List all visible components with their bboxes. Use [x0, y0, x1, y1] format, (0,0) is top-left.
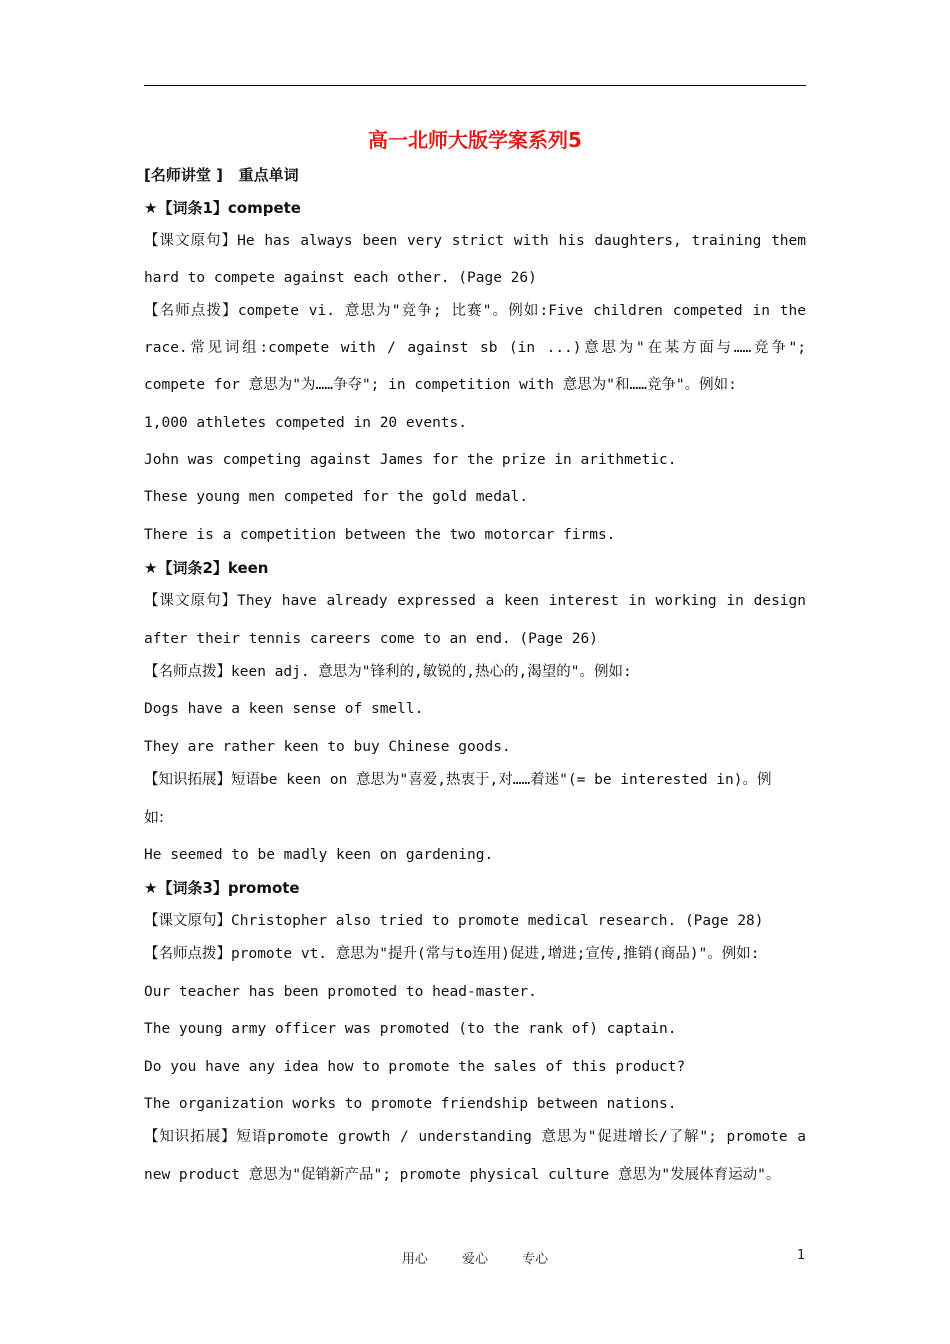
text-line: hard to compete against each other. (Page 26) — [144, 270, 537, 286]
text-line: 1,000 athletes competed in 20 events. — [144, 415, 468, 431]
text-line: John was competing against James for the prize in arithmetic. — [144, 452, 677, 468]
text-line: Do you have any idea how to promote the sales of this product? — [144, 1059, 686, 1075]
text-line: They are rather keen to buy Chinese goods. — [144, 739, 511, 755]
text-line: The young army officer was promoted (to the rank of) captain. — [144, 1021, 677, 1037]
text-line: 【知识拓展】短语promote growth / understanding 意思为"促进增长/了解"; promote a — [144, 1129, 806, 1145]
text-line: Our teacher has been promoted to head-master. — [144, 984, 537, 1000]
text-line: after their tennis careers come to an end. (Page 26) — [144, 631, 598, 647]
text-line: 如: — [144, 808, 165, 826]
text-line: 【知识拓展】短语be keen on 意思为"喜爱,热衷于,对……着迷"(= be interested in)。例 — [144, 772, 772, 788]
text-line: race.常见词组:compete with / against sb (in ...)意思为"在某方面与……竞争"; — [144, 340, 806, 356]
text-line: ★【词条3】promote — [144, 879, 300, 897]
header-rule — [144, 85, 806, 86]
text-line: These young men competed for the gold medal. — [144, 489, 529, 505]
text-line: 【课文原句】Christopher also tried to promote medical research. (Page 28) — [144, 913, 764, 929]
text-line: compete for 意思为"为……争夺"; in competition with 意思为"和……竞争"。例如: — [144, 377, 737, 393]
text-line: [名师讲堂 ] 重点单词 — [144, 166, 299, 184]
page-number: 1 — [797, 1248, 806, 1263]
page-title: 高一北师大版学案系列5 — [368, 128, 582, 152]
text-line: Dogs have a keen sense of smell. — [144, 701, 424, 717]
text-line: 【课文原句】He has always been very strict with his daughters, training them — [144, 233, 806, 249]
text-line: 【课文原句】They have already expressed a keen interest in working in design — [144, 593, 806, 609]
text-line: The organization works to promote friendship between nations. — [144, 1096, 677, 1112]
footer-motto: 用心 爱心 专心 — [401, 1252, 549, 1267]
text-line: new product 意思为"促销新产品"; promote physical culture 意思为"发展体育运动"。 — [144, 1167, 781, 1183]
text-line: ★【词条1】compete — [144, 199, 301, 217]
text-line: 【名师点拨】promote vt. 意思为"提升(常与to连用)促进,增进;宣传,推销(商品)"。例如: — [144, 946, 760, 962]
text-line: 【名师点拨】keen adj. 意思为"锋利的,敏锐的,热心的,渴望的"。例如: — [144, 664, 632, 680]
text-line: 【名师点拨】compete vi. 意思为"竞争; 比赛"。例如:Five children competed in the — [144, 303, 806, 319]
text-line: There is a competition between the two motorcar firms. — [144, 527, 616, 543]
text-line: ★【词条2】keen — [144, 559, 269, 577]
text-line: He seemed to be madly keen on gardening. — [144, 847, 494, 863]
